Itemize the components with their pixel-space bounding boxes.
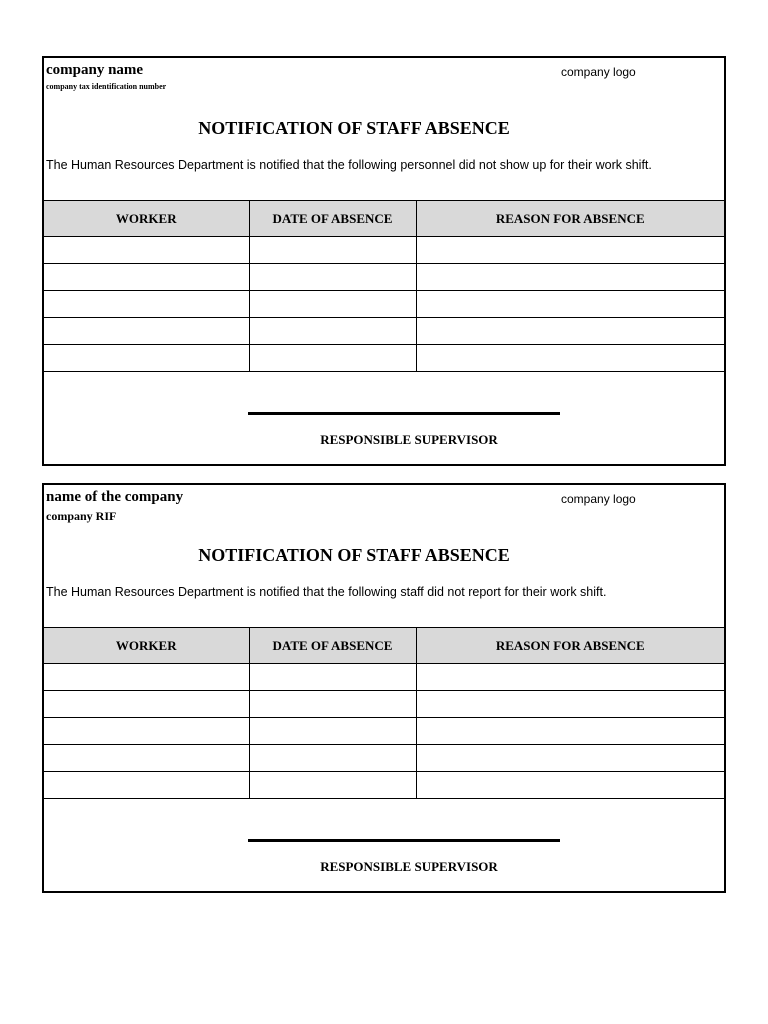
- company-name: company name: [46, 62, 144, 78]
- table-row: [44, 291, 724, 318]
- column-header-reason: REASON FOR ABSENCE: [416, 201, 724, 237]
- table-row: [44, 345, 724, 372]
- date-cell[interactable]: [249, 318, 416, 345]
- table-header-row: [44, 201, 724, 237]
- worker-cell[interactable]: [44, 772, 249, 799]
- worker-cell[interactable]: [44, 318, 249, 345]
- table-header-row: [44, 628, 724, 664]
- date-cell[interactable]: [249, 345, 416, 372]
- absence-table: [44, 627, 724, 799]
- worker-cell[interactable]: [44, 345, 249, 372]
- reason-cell[interactable]: [416, 718, 724, 745]
- reason-cell[interactable]: [416, 691, 724, 718]
- company-name: name of the company: [46, 489, 184, 505]
- company-logo-placeholder: company logo: [561, 492, 636, 506]
- reason-cell[interactable]: [416, 345, 724, 372]
- worker-cell[interactable]: [44, 691, 249, 718]
- absence-table: [44, 200, 724, 372]
- worker-cell[interactable]: [44, 264, 249, 291]
- reason-cell[interactable]: [416, 291, 724, 318]
- reason-cell[interactable]: [416, 772, 724, 799]
- absence-form-1: [42, 56, 726, 466]
- reason-cell[interactable]: [416, 318, 724, 345]
- worker-cell[interactable]: [44, 718, 249, 745]
- signature-line: [248, 839, 560, 842]
- company-tax-id: company tax identification number: [46, 82, 167, 91]
- table-row: [44, 664, 724, 691]
- date-cell[interactable]: [249, 291, 416, 318]
- date-cell[interactable]: [249, 772, 416, 799]
- signature-label: RESPONSIBLE SUPERVISOR: [320, 432, 498, 447]
- table-row: [44, 772, 724, 799]
- table-row: [44, 264, 724, 291]
- reason-cell[interactable]: [416, 664, 724, 691]
- intro-text: The Human Resources Department is notified that the following personnel did not show up for their work shift.: [46, 158, 652, 172]
- company-logo-placeholder: company logo: [561, 65, 636, 79]
- form-title: NOTIFICATION OF STAFF ABSENCE: [198, 118, 510, 138]
- worker-cell[interactable]: [44, 745, 249, 772]
- company-rif: company RIF: [46, 509, 117, 523]
- column-header-worker: WORKER: [44, 628, 249, 664]
- reason-cell[interactable]: [416, 745, 724, 772]
- table-row: [44, 718, 724, 745]
- signature-line: [248, 412, 560, 415]
- table-row: [44, 237, 724, 264]
- date-cell[interactable]: [249, 237, 416, 264]
- date-cell[interactable]: [249, 264, 416, 291]
- date-cell[interactable]: [249, 718, 416, 745]
- date-cell[interactable]: [249, 691, 416, 718]
- reason-cell[interactable]: [416, 237, 724, 264]
- intro-text: The Human Resources Department is notified that the following staff did not report for their work shift.: [46, 585, 607, 599]
- column-header-date: DATE OF ABSENCE: [249, 628, 416, 664]
- column-header-worker: WORKER: [44, 201, 249, 237]
- absence-form-2: [42, 483, 726, 893]
- table-row: [44, 691, 724, 718]
- worker-cell[interactable]: [44, 237, 249, 264]
- column-header-date: DATE OF ABSENCE: [249, 201, 416, 237]
- table-row: [44, 318, 724, 345]
- worker-cell[interactable]: [44, 664, 249, 691]
- form-title: NOTIFICATION OF STAFF ABSENCE: [198, 545, 510, 565]
- worker-cell[interactable]: [44, 291, 249, 318]
- signature-label: RESPONSIBLE SUPERVISOR: [320, 859, 498, 874]
- date-cell[interactable]: [249, 664, 416, 691]
- reason-cell[interactable]: [416, 264, 724, 291]
- table-row: [44, 745, 724, 772]
- column-header-reason: REASON FOR ABSENCE: [416, 628, 724, 664]
- date-cell[interactable]: [249, 745, 416, 772]
